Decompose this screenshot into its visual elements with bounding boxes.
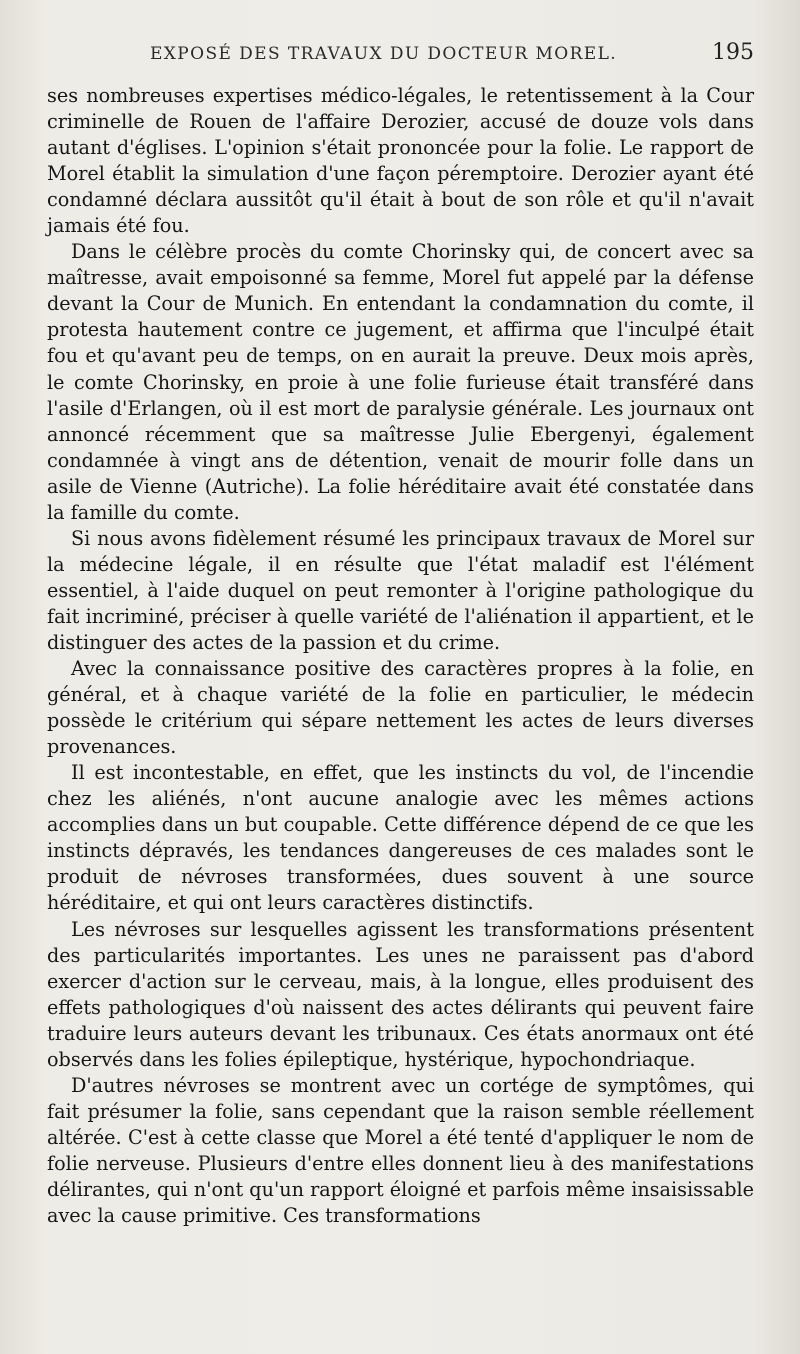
paragraph-3: Si nous avons fidèlement résumé les principaux travaux de Morel sur la médecine légale, il en résulte que l'état maladif est l'élément essentiel, à l'aide duquel on peut remonter à l'origine pathologique du fait incriminé, préciser à quelle variété de l'aliénation il appartient, et le distinguer des actes de la passion et du crime. (47, 526, 754, 654)
page-header (46, 40, 754, 72)
running-title: EXPOSÉ DES TRAVAUX DU DOCTEUR MOREL. (150, 44, 618, 64)
paragraph-2: Dans le célèbre procès du comte Chorinsky qui, de concert avec sa maîtresse, avait empoisonné sa femme, Morel fut appelé par la défense devant la Cour de Munich. En entendant la condamnation du comte, il protesta hautement contre ce jugement, et affirma que l'inculpé était fou et qu'avant peu de temps, on en aurait la preuve. Deux mois après, le comte Chorinsky, en proie à une folie furieuse était transféré dans l'asile d'Erlangen, où il est mort de paralysie générale. Les journaux ont annoncé récemment que sa maîtresse Julie Ebergenyi, également condamnée à vingt ans de détention, venait de mourir folle dans un asile de Vienne (Autriche). La folie héréditaire avait été constatée dans la famille du comte. (47, 240, 754, 524)
paragraph-5: Il est incontestable, en effet, que les instincts du vol, de l'incendie chez les aliénés, n'ont aucune analogie avec les mêmes actions accomplies dans un but coupable. Cette différence dépend de ce que les instincts dépravés, les tendances dangereuses de ces malades sont le produit de névroses transformées, dues souvent à une source héréditaire, et qui ont leurs caractères distinctifs. (47, 761, 754, 915)
page-number: 195 (712, 40, 754, 65)
paragraph-7: D'autres névroses se montrent avec un cortége de symptômes, qui fait présumer la folie, sans cependant que la raison semble réellement altérée. C'est à cette classe que Morel a été tenté d'appliquer le nom de folie nerveuse. Plusieurs d'entre elles donnent lieu à des manifestations délirantes, qui n'ont qu'un rapport éloigné et parfois même insaisissable avec la cause primitive. Ces transformations (47, 1073, 754, 1228)
paragraph-1: ses nombreuses expertises médico-légales, le retentissement à la Cour criminelle de Rouen de l'affaire Derozier, accusé de douze vols dans autant d'églises. L'opinion s'était prononcée pour la folie. Le rapport de Morel établit la simulation d'une façon péremptoire. Derozier ayant été condamné déclara aussitôt qu'il était à bout de son rôle et qu'il n'avait jamais été fou. (47, 84, 754, 238)
paragraph-6: Les névroses sur lesquelles agissent les transformations présentent des particularités importantes. Les unes ne paraissent pas d'abord exercer d'action sur le cerveau, mais, à la longue, elles produisent des effets pathologiques d'où naissent des actes délirants qui peuvent faire traduire leurs auteurs devant les tribunaux. Ces états anormaux ont été observés dans les folies épileptique, hystérique, hypochondriaque. (47, 917, 754, 1071)
paragraph-4: Avec la connaissance positive des caractères propres à la folie, en général, et à chaque variété de la folie en particulier, le médecin possède le critérium qui sépare nettement les actes de leurs diverses provenances. (47, 657, 754, 759)
body-text (47, 83, 754, 1229)
